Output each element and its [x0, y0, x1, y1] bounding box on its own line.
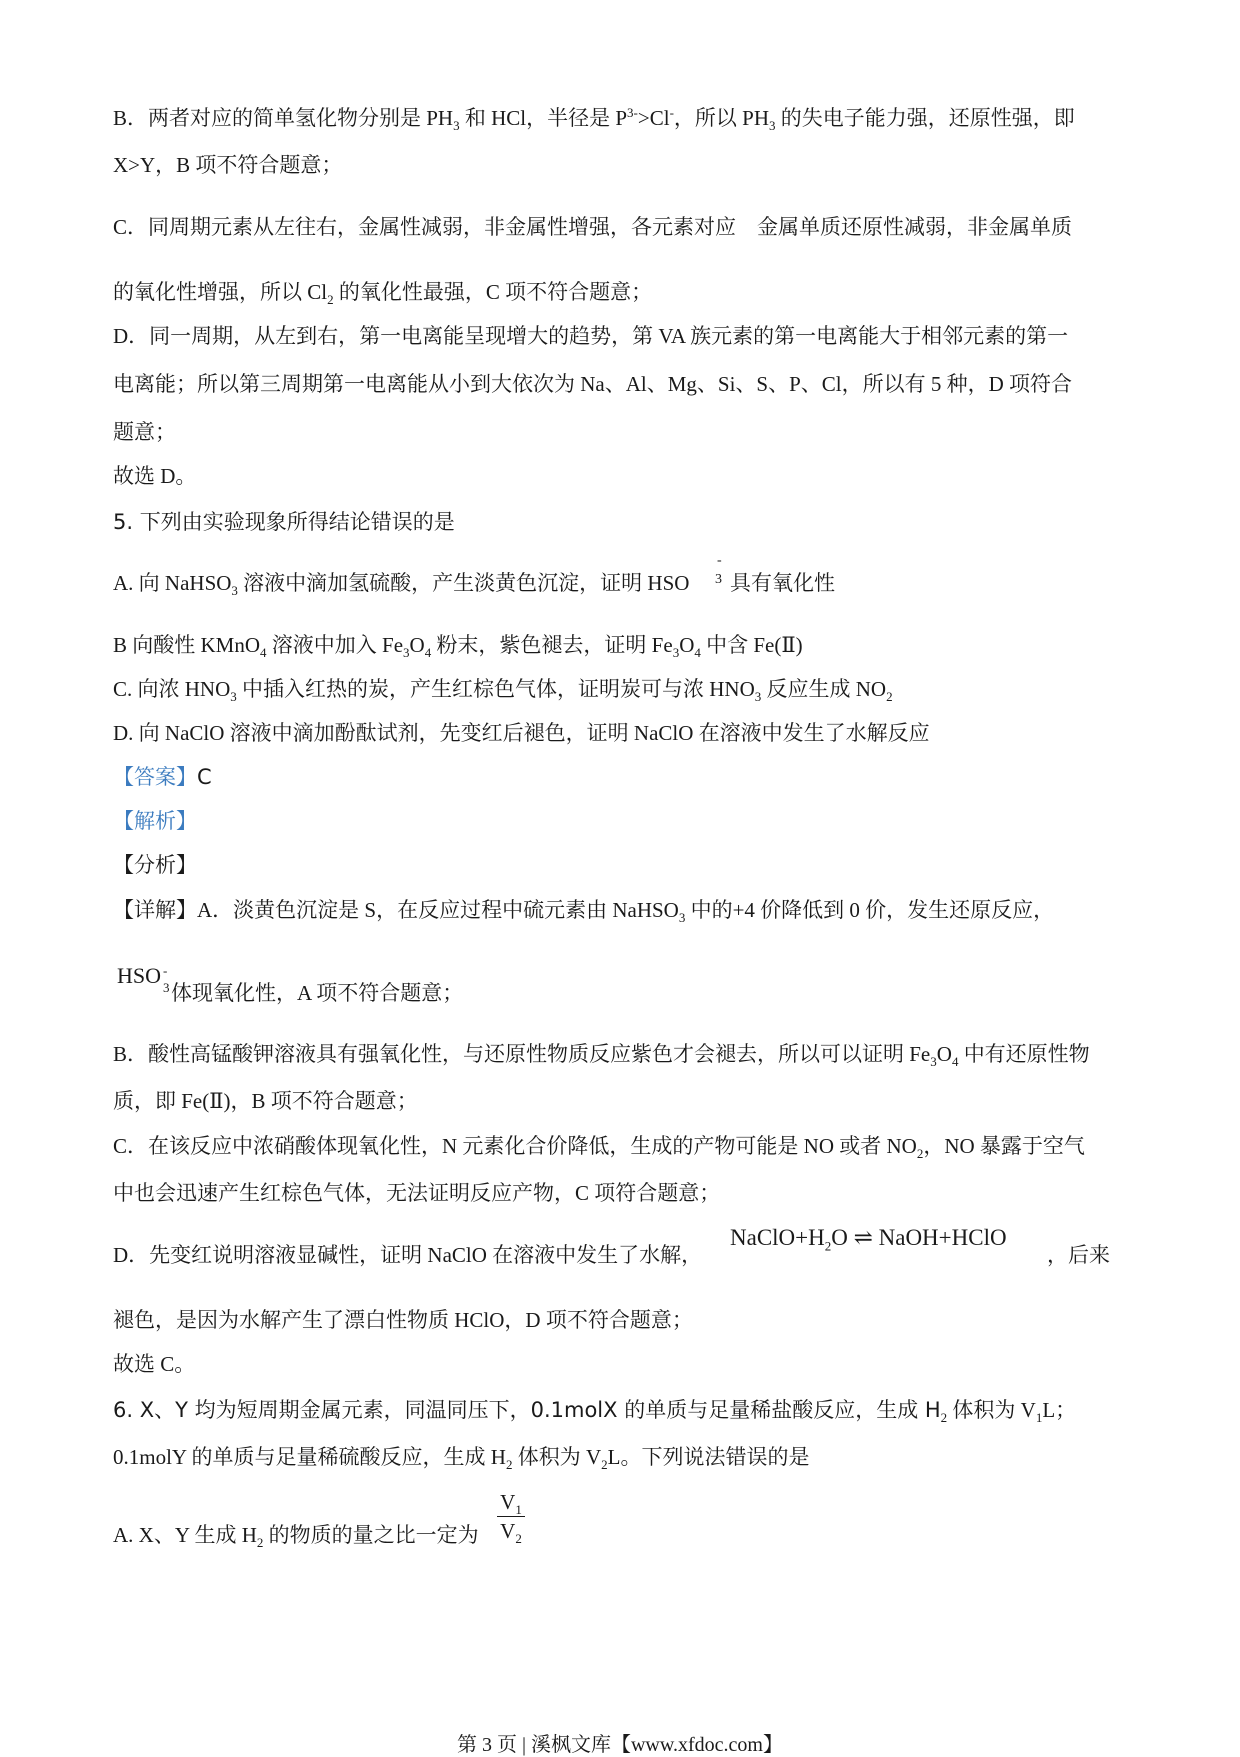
subscript: 3	[754, 689, 762, 705]
subscript: 3	[231, 583, 238, 599]
subscript: 2	[256, 1535, 264, 1551]
text: 0.1molY 的单质与足量稀硫酸反应，生成 H	[113, 1445, 506, 1469]
paragraph-4d-line3: 题意；	[113, 420, 176, 444]
subscript: 3	[403, 645, 410, 661]
question-5-option-d: D. 向 NaClO 溶液中滴加酚酞试剂，先变红后褪色，证明 NaClO 在溶液中发生了水解反应	[113, 721, 930, 745]
paragraph-4c-line1: C．同周期元素从左往右，金属性减弱，非金属性增强，各元素对应 金属单质还原性减弱，非金属单质	[113, 215, 1073, 239]
analysis-label: 【解析】	[113, 809, 197, 833]
conclusion-5: 故选 C。	[113, 1352, 196, 1376]
subscript: 3	[672, 645, 680, 661]
subscript: 1	[1035, 1410, 1043, 1426]
fraction-denominator	[497, 1517, 525, 1545]
subscript: 2	[601, 1457, 608, 1473]
text: C．在该反应中浓硝酸体现氧化性，N 元素化合价降低，生成的产物可能是 NO 或者 NO	[113, 1134, 917, 1158]
text: B 向酸性 KMnO	[113, 633, 261, 657]
subscript: 3	[769, 118, 776, 134]
text: O	[679, 633, 695, 657]
text: V	[500, 1490, 516, 1514]
ion-subscript: 3	[163, 980, 170, 995]
subscript: 4	[260, 645, 267, 661]
question-6-option-a	[113, 1520, 479, 1550]
text: 的氧化性最强，C 项不符合题意；	[333, 280, 653, 304]
text: ，所以 PH	[673, 106, 770, 130]
detail-d-line1-tail: ，后来	[1047, 1243, 1110, 1267]
equation-right: O ⇌ NaOH+HClO	[831, 1225, 1007, 1250]
subscript: 4	[694, 645, 701, 661]
subscript: 3	[453, 118, 460, 134]
text: 溶液中滴加氢硫酸，产生淡黄色沉淀，证明 HSO	[237, 571, 690, 595]
paragraph-4d-line1: D．同一周期，从左到右，第一电离能呈现增大的趋势，第 VA 族元素的第一电离能大于相邻元素的第一	[113, 324, 1069, 348]
question-5-option-b	[113, 630, 803, 660]
ion-subscript: 3	[715, 572, 722, 587]
question-6-line1	[113, 1395, 1076, 1425]
subscript: 3	[930, 1054, 937, 1070]
text: 中有还原性物	[958, 1042, 1090, 1066]
paragraph-4d-line2: 电离能；所以第三周期第一电离能从小到大依次为 Na、Al、Mg、Si、S、P、Cl，所以有 5 种，D 项符合	[113, 372, 1073, 396]
text: 【详解】A．淡黄色沉淀是 S，在反应过程中硫元素由 NaHSO	[113, 898, 679, 922]
text: 和 HCl，半径是 P	[459, 106, 628, 130]
text: 中含 Fe(Ⅱ)	[700, 633, 803, 657]
text: 的物质的量之比一定为	[263, 1523, 479, 1547]
detail-b-line2: 质，即 Fe(Ⅱ)，B 项不符合题意；	[113, 1089, 418, 1113]
subscript: 3	[678, 910, 686, 926]
question-5-option-c	[113, 674, 893, 704]
superscript: 3-	[627, 105, 638, 120]
superscript: -	[669, 105, 674, 120]
subscript: 2	[824, 1238, 832, 1254]
text: B．酸性高锰酸钾溶液具有强氧化性，与还原性物质反应紫色才会褪去，所以可以证明 Fe	[113, 1042, 931, 1066]
text: 粉末，紫色褪去，证明 Fe	[431, 633, 673, 657]
answer-label: 【答案】	[113, 765, 197, 789]
fraction-numerator	[497, 1490, 525, 1517]
question-6-line2	[113, 1442, 809, 1472]
subscript: 2	[886, 689, 893, 705]
ion-charge: -	[163, 963, 168, 978]
text: 体积为 V	[512, 1445, 602, 1469]
subscript: 1	[515, 1502, 522, 1518]
subscript: 2	[327, 292, 334, 308]
detail-d-line1: D．先变红说明溶液显碱性，证明 NaClO 在溶液中发生了水解，	[113, 1243, 703, 1267]
detail-a-line1	[113, 895, 1054, 925]
paragraph-4b-line1	[113, 103, 1075, 133]
text: 中的+4 价降低到 0 价，发生还原反应，	[685, 898, 1055, 922]
detail-b-line1	[113, 1039, 1090, 1069]
ratio-fraction	[497, 1490, 525, 1545]
answer	[113, 762, 212, 792]
question-5-option-a-tail: 具有氧化性	[730, 571, 835, 595]
detail-c-line2: 中也会迅速产生红棕色气体，无法证明反应产物，C 项符合题意；	[113, 1181, 721, 1205]
text: 体积为 V	[947, 1398, 1036, 1422]
question-5-title: 5. 下列由实验现象所得结论错误的是	[113, 510, 455, 534]
text: L。下列说法错误的是	[607, 1445, 810, 1469]
text: O	[409, 633, 425, 657]
text: O	[936, 1042, 952, 1066]
detail-d-line2: 褪色，是因为水解产生了漂白性物质 HClO，D 项不符合题意；	[113, 1308, 693, 1332]
equation-left: NaClO+H	[730, 1225, 825, 1250]
detail-c-line1	[113, 1131, 1085, 1161]
fenxi-label: 【分析】	[113, 853, 197, 877]
text: 中插入红热的炭，产生红棕色气体，证明炭可与浓 HNO	[236, 677, 755, 701]
paragraph-4c-line2	[113, 277, 652, 307]
ion-charge: -	[717, 553, 722, 568]
text: L；	[1042, 1398, 1077, 1422]
text: 6. X、Y 均为短周期金属元素，同温同压下，0.1molX 的单质与足量稀盐酸反应，生成 H	[113, 1398, 941, 1422]
text: >Cl	[637, 106, 670, 130]
hydrolysis-equation	[730, 1225, 1007, 1254]
subscript: 3	[230, 689, 237, 705]
page-footer: 第 3 页 | 溪枫文库【www.xfdoc.com】	[456, 1734, 783, 1756]
subscript: 2	[505, 1457, 513, 1473]
detail-a-line2: 体现氧化性，A 项不符合题意；	[171, 981, 464, 1005]
text: 的氧化性增强，所以 Cl	[113, 280, 328, 304]
text: B．两者对应的简单氢化物分别是 PH	[113, 106, 454, 130]
answer-value: C	[197, 765, 212, 789]
paragraph-4b-line2: X>Y，B 项不符合题意；	[113, 153, 343, 177]
subscript: 4	[424, 645, 432, 661]
text: A. 向 NaHSO	[113, 571, 232, 595]
text: V	[500, 1519, 516, 1543]
text: 溶液中加入 Fe	[266, 633, 404, 657]
text: 的失电子能力强，还原性强，即	[775, 106, 1075, 130]
hso3-ion: HSO	[117, 963, 162, 988]
subscript: 2	[515, 1531, 522, 1547]
conclusion-4: 故选 D。	[113, 464, 197, 488]
text: C. 向浓 HNO	[113, 677, 231, 701]
text: ，NO 暴露于空气	[923, 1134, 1085, 1158]
subscript: 4	[951, 1054, 959, 1070]
subscript: 2	[916, 1146, 924, 1162]
question-5-option-a	[113, 568, 689, 598]
text: 反应生成 NO	[761, 677, 887, 701]
text: A. X、Y 生成 H	[113, 1523, 257, 1547]
subscript: 2	[940, 1410, 948, 1426]
